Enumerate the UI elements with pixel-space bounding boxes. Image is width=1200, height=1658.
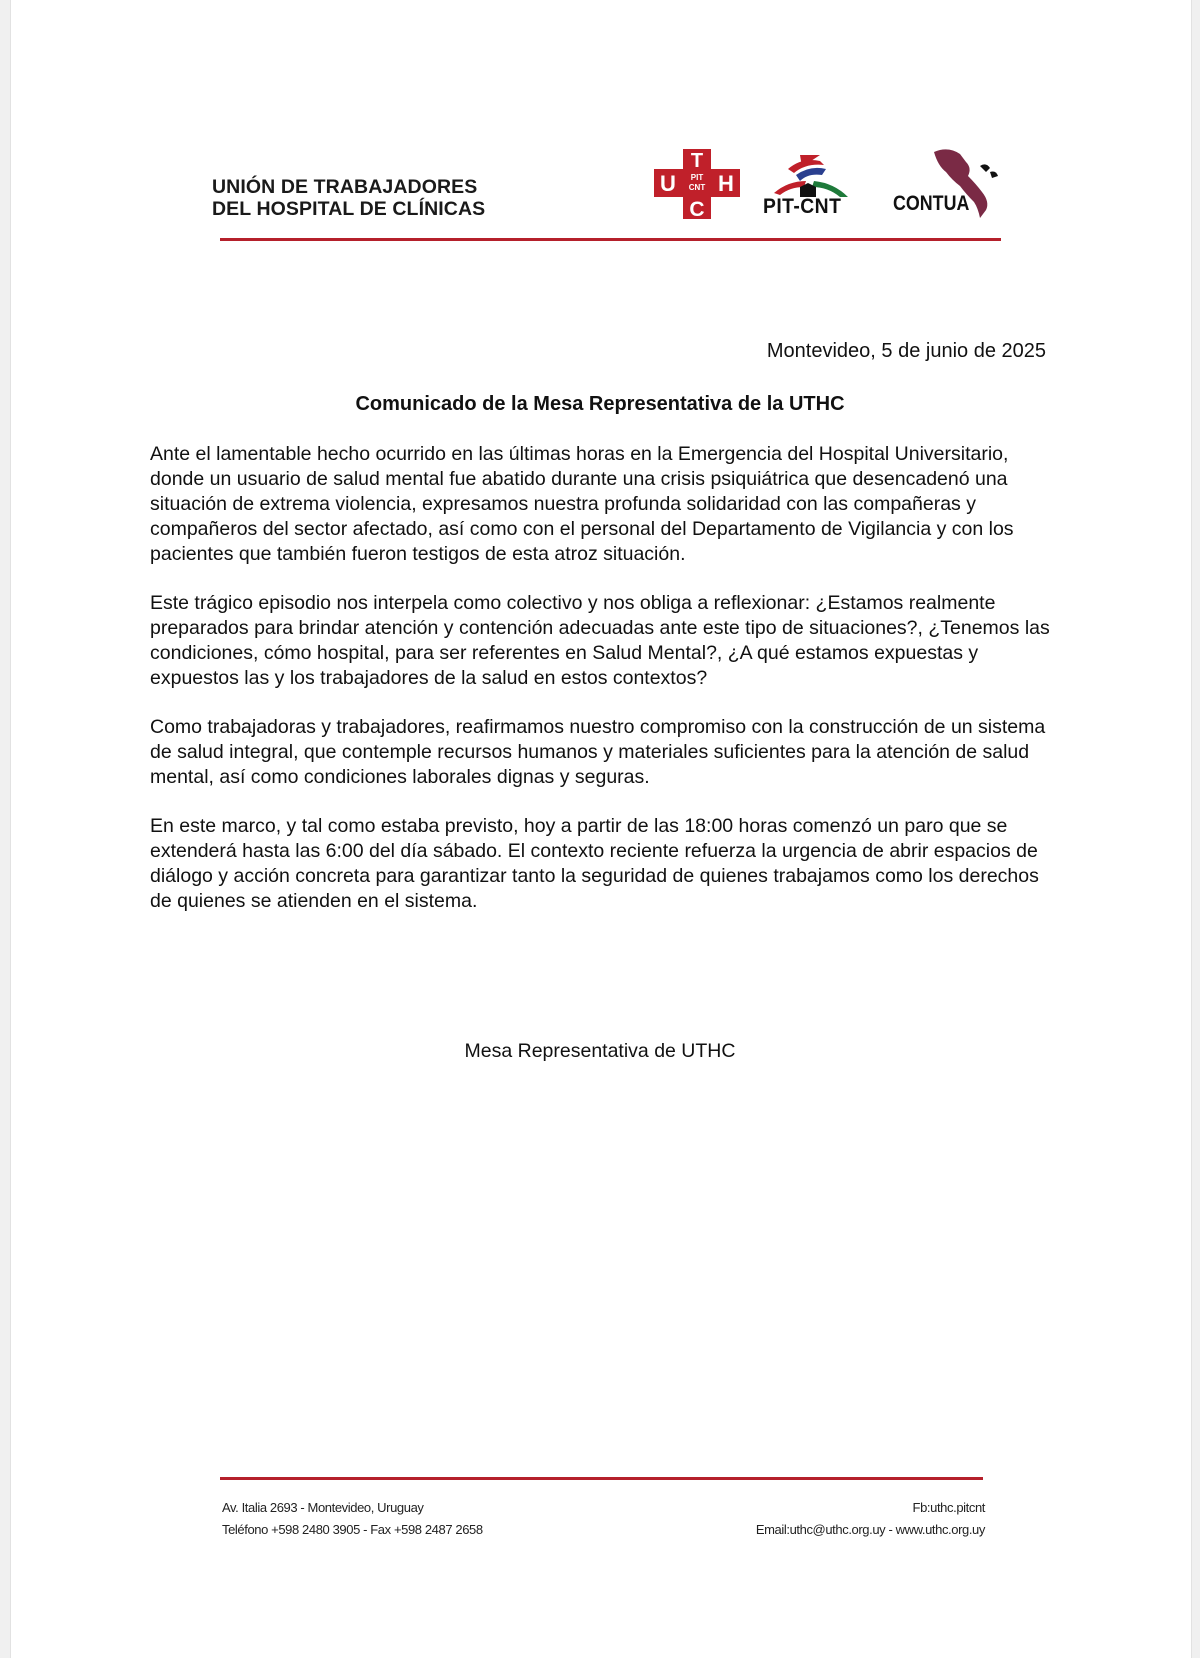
footer-divider — [220, 1477, 983, 1480]
uthc-cnt-label: CNT — [688, 183, 706, 192]
footer-contact-right — [756, 1497, 985, 1541]
org-name-line-1: UNIÓN DE TRABAJADORES — [212, 176, 478, 198]
footer-address: Av. Italia 2693 - Montevideo, Uruguay — [222, 1500, 424, 1515]
uthc-cross-icon — [654, 149, 740, 219]
document-body — [150, 442, 1060, 938]
pit-cnt-logo — [762, 153, 868, 219]
footer-facebook: Fb:uthc.pitcnt — [912, 1500, 985, 1515]
paragraph: Ante el lamentable hecho ocurrido en las últimas horas en la Emergencia del Hospital Universitario, donde un usuario de salud mental fue abatido durante una crisis psiquiátrica que desencadenó una situación de extrema violencia, expresamos nuestra profunda solidaridad con las compañeras y compañeros del sector afectado, así como con el personal del Departamento de Vigilancia y con los pacientes que también fueron testigos de esta atroz situación. — [150, 443, 1014, 565]
paragraph: Como trabajadoras y trabajadores, reafirmamos nuestro compromiso con la construcción de un sistema de salud integral, que contemple recursos humanos y materiales suficientes para la atención de salud mental, así como condiciones laborales dignas y seguras. — [150, 716, 1046, 788]
signature — [0, 1040, 1200, 1063]
uthc-letter-t: T — [690, 150, 704, 172]
document-title-text: Comunicado de la Mesa Representativa de la UTHC — [355, 393, 845, 415]
uthc-logo — [654, 149, 740, 219]
footer-email-web: Email:uthc@uthc.org.uy - www.uthc.org.uy — [755, 1522, 985, 1537]
contua-wordmark: CONTUA — [893, 192, 970, 215]
footer-contact-left — [222, 1497, 483, 1541]
pit-cnt-emblem-icon — [762, 153, 868, 199]
contua-logo — [890, 146, 1006, 222]
org-name-line-2: DEL HOSPITAL DE CLÍNICAS — [212, 198, 486, 220]
uthc-letter-c: C — [689, 198, 705, 219]
header-divider — [220, 238, 1001, 241]
paragraph: Este trágico episodio nos interpela como colectivo y nos obliga a reflexionar: ¿Estamos realmente preparados para brindar atención y contención adecuadas ante este tipo de situaciones?, ¿Tenemos las condiciones, cómo hospital, para ser referentes en Salud Mental?, ¿A qué estamos expuestas y expuestos las y los trabajadores de la salud en estos contextos? — [150, 592, 1050, 689]
footer-phone: Teléfono +598 2480 3905 - Fax +598 2487 2658 — [222, 1522, 483, 1537]
paragraph: En este marco, y tal como estaba previsto, hoy a partir de las 18:00 horas comenzó un paro que se extenderá hasta las 6:00 del día sábado. El contexto reciente refuerza la urgencia de abrir espacios de diálogo y acción concreta para garantizar tanto la seguridad de quienes trabajamos como los derechos de quienes se atienden en el sistema. — [150, 815, 1039, 912]
document-title — [0, 393, 1200, 416]
document-date: Montevideo, 5 de junio de 2025 — [766, 340, 1046, 362]
uthc-letter-h: H — [718, 171, 734, 196]
uthc-letter-u: U — [660, 171, 676, 196]
organization-name — [212, 176, 485, 220]
uthc-pit-label: PIT — [690, 173, 704, 182]
signature-text: Mesa Representativa de UTHC — [464, 1040, 736, 1062]
pit-cnt-wordmark: PIT-CNT — [763, 195, 842, 218]
